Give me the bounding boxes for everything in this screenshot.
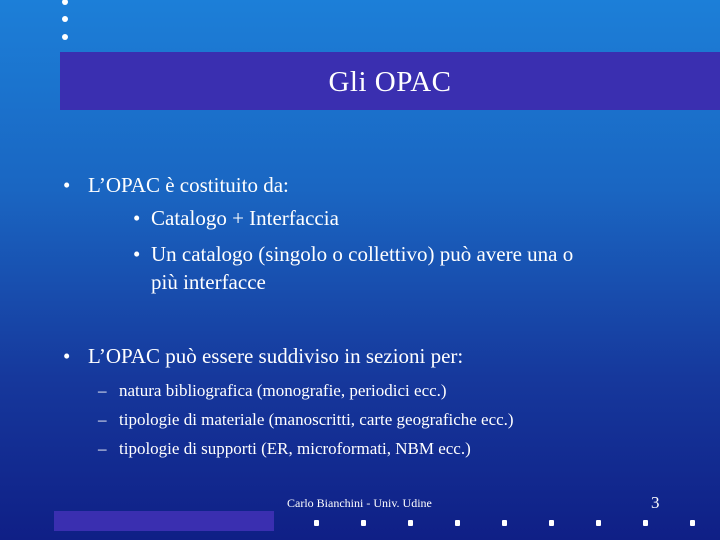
sub-bullet-marker: • [133,206,141,230]
sub-bullet-item: Catalogo + Interfaccia [151,206,339,230]
sub-bullet-continuation: più interfacce [151,270,266,294]
decor-dot [596,520,601,526]
bullet-item: L’OPAC è costituito da: [88,173,289,197]
decor-dot [502,520,507,526]
bullet-marker: • [63,173,71,197]
dash-marker: – [98,381,107,400]
page-number: 3 [651,493,660,512]
dash-item: tipologie di supporti (ER, microformati, NBM ecc.) [119,439,471,458]
dash-marker: – [98,410,107,429]
bullet-marker: • [63,344,71,368]
decorative-dots-bottom [0,520,720,532]
decor-dot [643,520,648,526]
footer-author: Carlo Bianchini - Univ. Udine [287,496,432,510]
bullet-item: L’OPAC può essere suddiviso in sezioni per: [88,344,464,368]
dash-item: tipologie di materiale (manoscritti, carte geografiche ecc.) [119,410,514,429]
decor-dot [455,520,460,526]
decor-dot [408,520,413,526]
decor-dot [361,520,366,526]
decor-dot [549,520,554,526]
sub-bullet-item: Un catalogo (singolo o collettivo) può avere una o [151,242,574,266]
decor-dot [314,520,319,526]
dash-marker: – [98,439,107,458]
sub-bullet-marker: • [133,242,141,266]
decor-dot [690,520,695,526]
slide-title: Gli OPAC [328,66,452,98]
dash-item: natura bibliografica (monografie, periodici ecc.) [119,381,447,400]
